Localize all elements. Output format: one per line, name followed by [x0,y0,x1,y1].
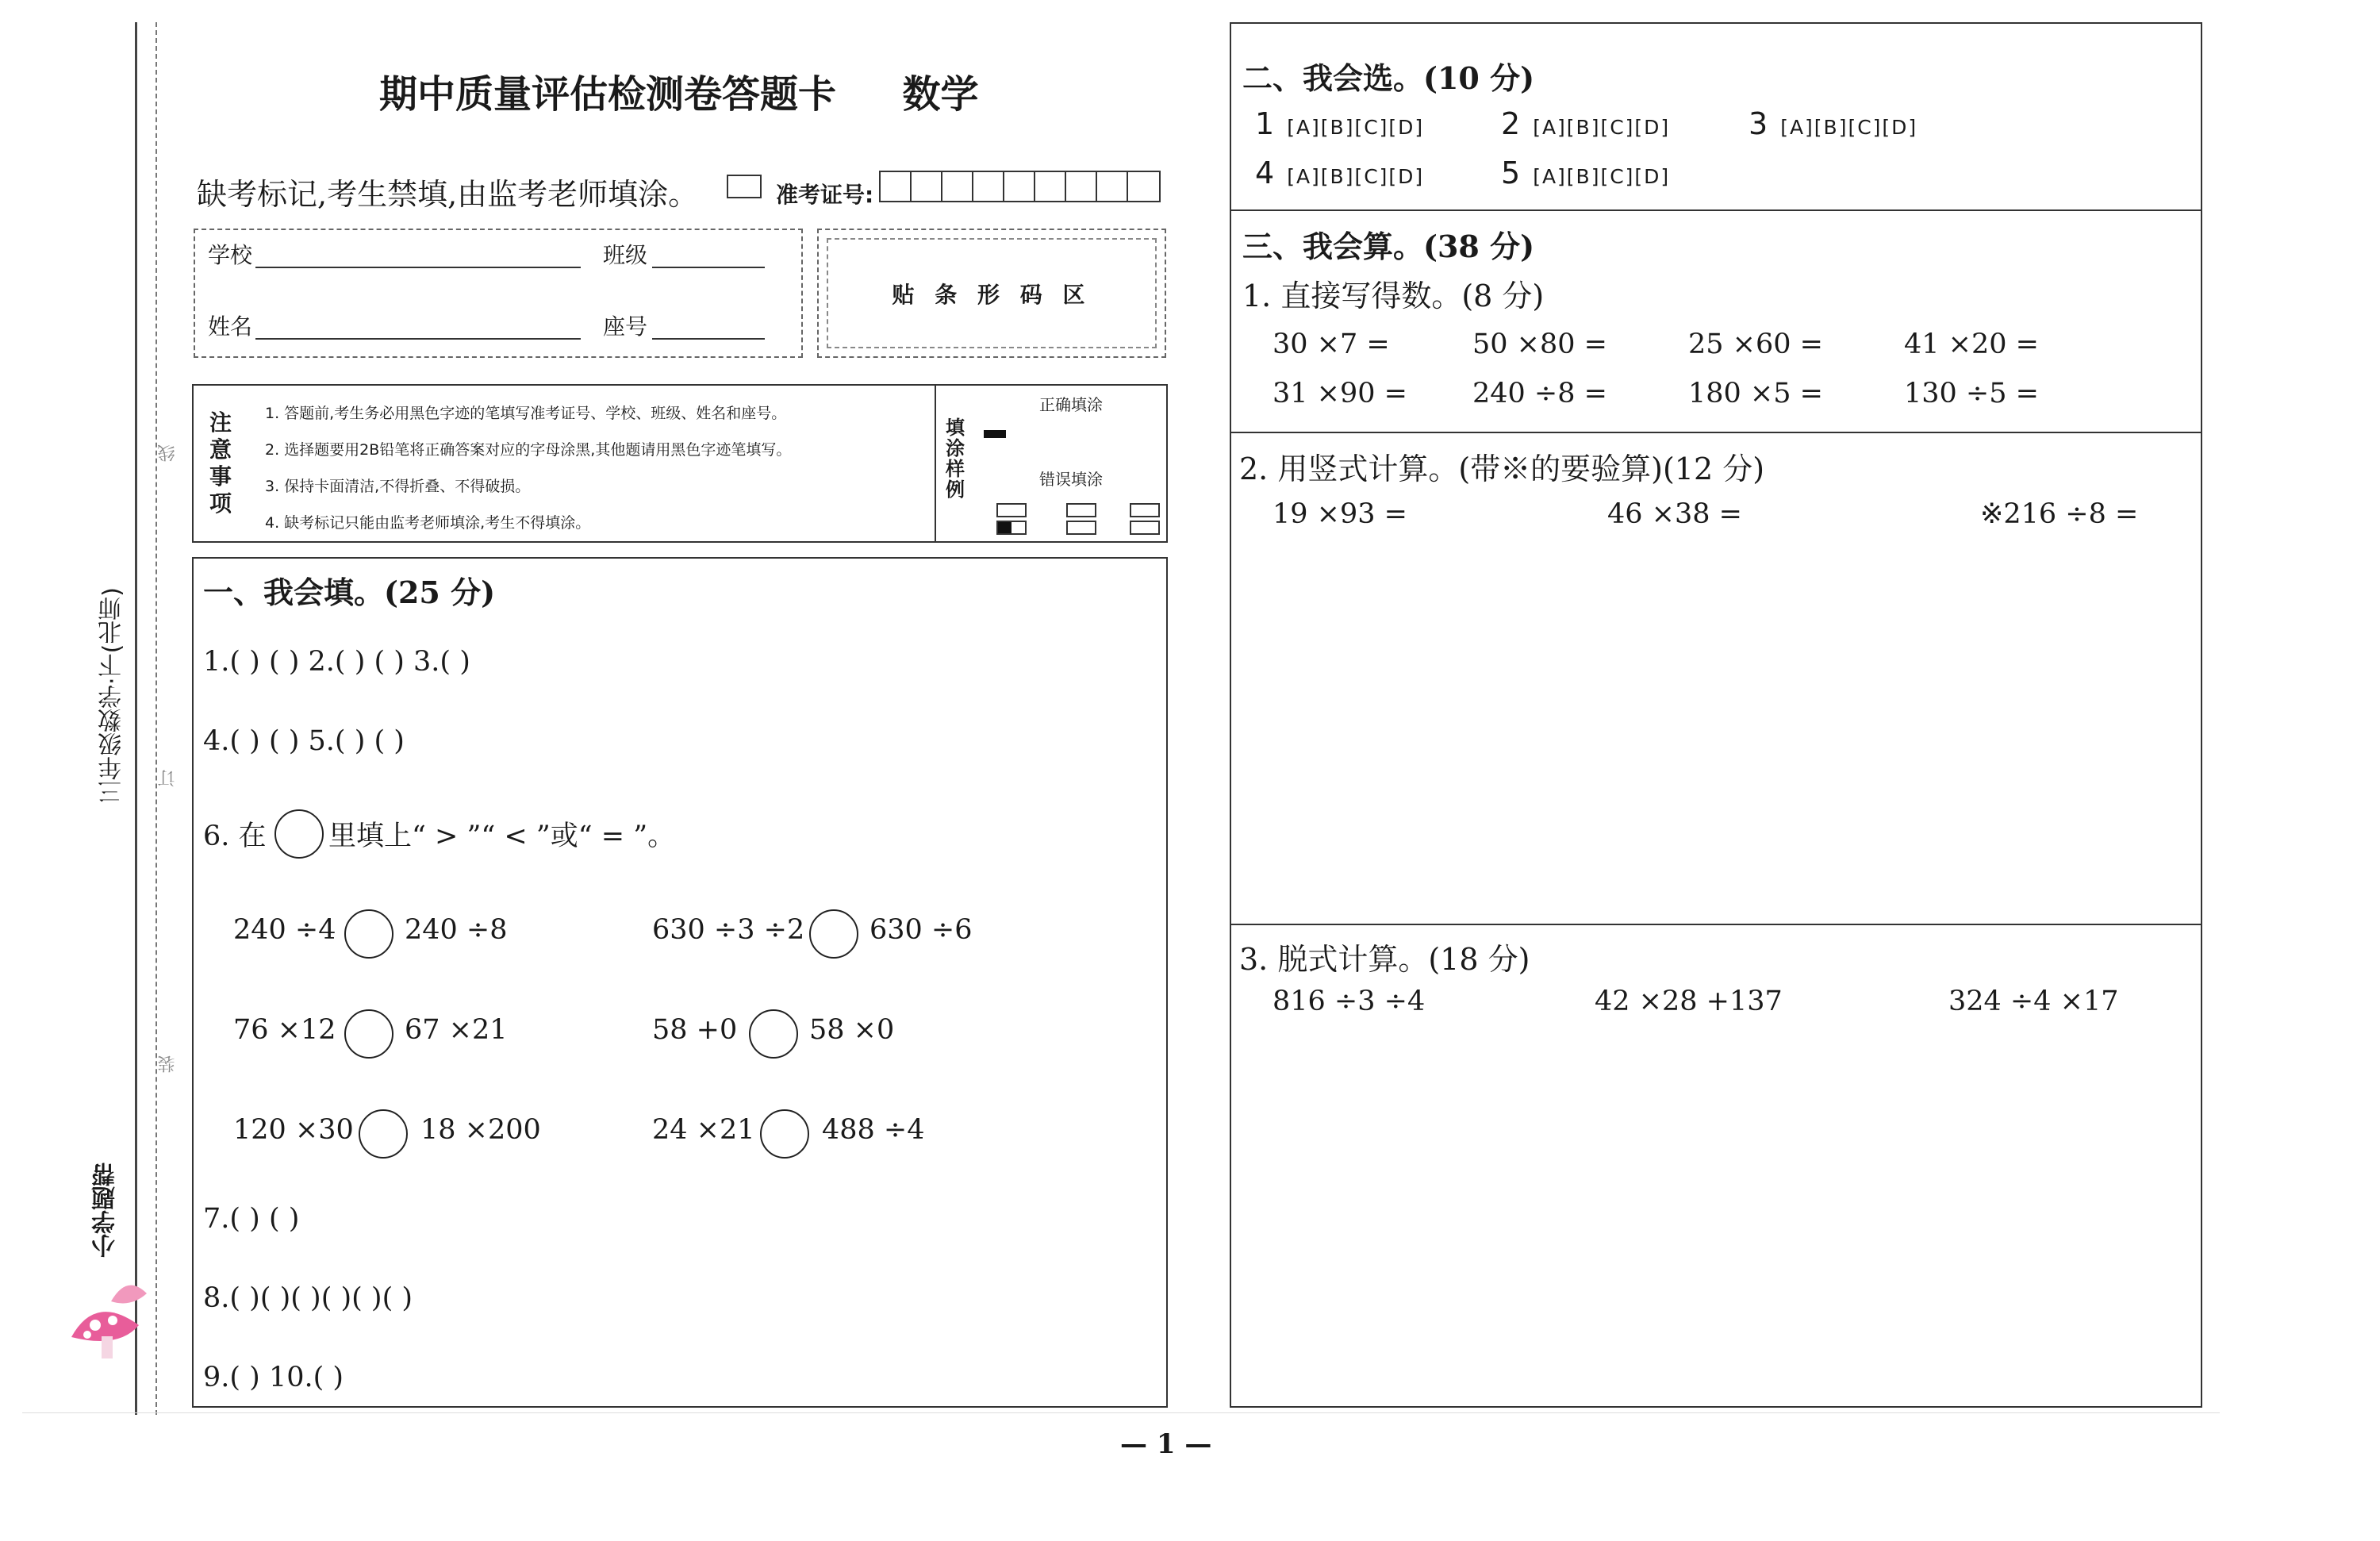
note-item-4: 4. 缺考标记只能由监考老师填涂,考生不得填涂。 [265,514,591,532]
wrong-sample-empty-icon [1130,521,1160,535]
class-field[interactable] [652,240,765,268]
cmp-2-left: 630 ÷3 ÷2 [652,914,805,946]
class-label: 班级 [603,242,648,268]
direct-calc-5: 31 ×90 = [1273,378,1407,409]
absent-checkbox[interactable] [727,175,762,198]
binding-line-outer [135,22,137,1415]
binding-mark-xian: 线 [158,444,178,462]
direct-calc-8: 130 ÷5 = [1904,378,2039,409]
page-number: — 1 — [1120,1428,1212,1460]
seat-label: 座号 [603,313,648,340]
right-answer-area [1230,22,2202,1408]
choice-5-number: 5 [1501,156,1522,190]
brand-label: 小学题帮 [92,1162,120,1258]
exam-id-cells[interactable] [879,171,1161,202]
part2-title: 2. 用竖式计算。(带※的要验算)(12 分) [1239,452,1765,486]
section3-title: 三、我会算。(38 分) [1242,229,1535,264]
cmp-6-left: 24 ×21 [652,1114,755,1146]
cmp-2-circle[interactable] [809,909,858,959]
choice-4-number: 4 [1255,156,1276,190]
note-item-1: 1. 答题前,考生务必用黑色字迹的笔填写准考证号、学校、班级、姓名和座号。 [265,405,787,422]
subject-text: 数学 [902,72,979,117]
direct-calc-2: 50 ×80 = [1472,329,1607,360]
cmp-5-left: 120 ×30 [233,1114,354,1146]
absent-note: 缺考标记,考生禁填,由监考老师填涂。 [197,177,699,212]
divider-part2-part3 [1231,924,2201,925]
vertical-calc-work-area[interactable] [1231,540,2201,920]
cmp-3-left: 76 ×12 [233,1014,336,1046]
fill-row-7[interactable]: 7.( ) ( ) [203,1203,300,1235]
binding-mark-zhuang: 装 [158,1055,178,1073]
grade-label: 三年级数学·下(北师) [98,587,126,804]
fill-row-2[interactable]: 4.( ) ( ) 5.( ) ( ) [203,725,405,757]
direct-calc-4: 41 ×20 = [1904,329,2039,360]
seat-field[interactable] [652,311,765,340]
cmp-1-left: 240 ÷4 [233,914,336,946]
barcode-label: 贴 条 形 码 区 [892,281,1092,308]
binding-line-inner [155,22,157,1415]
choice-1-number: 1 [1255,106,1276,141]
notes-box [192,384,1168,543]
wrong-sample-line-icon [1130,503,1160,517]
vertical-calc-1: 19 ×93 = [1273,498,1407,530]
q6-prefix: 6. 在 [203,820,267,852]
cmp-3-circle[interactable] [344,1009,393,1059]
q6-example-circle [274,809,324,859]
binding-mark-ding: 订 [158,770,178,787]
page-title [379,63,978,118]
choice-5[interactable] [1501,156,1670,190]
school-field[interactable] [255,240,581,268]
cmp-2-right: 630 ÷6 [869,914,973,946]
direct-calc-1: 30 ×7 = [1273,329,1390,360]
direct-calc-3: 25 ×60 = [1688,329,1823,360]
wrong-sample-cross-icon [1066,503,1096,517]
title-text: 期中质量评估检测卷答题卡 [379,72,837,117]
cmp-5-circle[interactable] [359,1109,408,1159]
choice-3-number: 3 [1749,106,1770,141]
bottom-border-line [22,1412,2220,1413]
barcode-box-outer [817,229,1166,358]
section1-title: 一、我会填。(25 分) [203,575,496,610]
divider-s2-s3 [1231,209,2201,211]
stepwise-calc-1: 816 ÷3 ÷4 [1273,986,1426,1017]
cmp-1-right: 240 ÷8 [405,914,508,946]
stepwise-calc-3: 324 ÷4 ×17 [1948,986,2119,1017]
correct-fill-sample [984,430,1006,438]
fill-row-8[interactable]: 8.( )( )( )( )( )( ) [203,1282,413,1314]
cmp-4-circle[interactable] [749,1009,798,1059]
part1-title: 1. 直接写得数。(8 分) [1242,279,1545,313]
cmp-4-right: 58 ×0 [809,1014,895,1046]
exam-id-label: 准考证号: [776,182,874,208]
choice-2-number: 2 [1501,106,1522,141]
choice-5-options[interactable]: [A][B][C][D] [1533,165,1671,188]
stepwise-calc-2: 42 ×28 +137 [1595,986,1783,1017]
vertical-calc-2: 46 ×38 = [1607,498,1742,530]
wrong-sample-dot-icon [1066,521,1096,535]
choice-1-options[interactable]: [A][B][C][D] [1287,116,1425,139]
direct-calc-6: 240 ÷8 = [1472,378,1607,409]
stepwise-calc-work-area[interactable] [1231,1027,2201,1400]
sample-label: 填涂样例 [946,417,965,501]
name-label: 姓名 [208,313,253,340]
student-info-box [194,229,803,358]
vertical-calc-3: ※216 ÷8 = [1980,498,2139,530]
name-field[interactable] [255,311,581,340]
choice-3[interactable] [1749,106,1917,141]
section-fill-box [192,557,1168,1408]
barcode-area [827,238,1157,348]
wrong-sample-check-icon [996,503,1027,517]
divider-part1-part2 [1231,432,2201,433]
wrong-sample-half-icon [996,521,1027,535]
correct-label: 正确填涂 [1039,395,1103,414]
section2-title: 二、我会选。(10 分) [1242,60,1535,96]
q6-suffix: 里填上“ > ”“ < ”或“ = ”。 [328,820,676,852]
fill-row-1[interactable]: 1.( ) ( ) 2.( ) ( ) 3.( ) [203,646,470,678]
cmp-6-right: 488 ÷4 [822,1114,925,1146]
cmp-4-left: 58 +0 [652,1014,738,1046]
note-item-2: 2. 选择题要用2B铅笔将正确答案对应的字母涂黑,其他题请用黑色字迹笔填写。 [265,441,792,459]
school-label: 学校 [208,242,253,268]
choice-4[interactable] [1255,156,1424,190]
wrong-label: 错误填涂 [1039,470,1103,489]
choice-2[interactable] [1501,106,1670,141]
direct-calc-7: 180 ×5 = [1688,378,1823,409]
cmp-5-right: 18 ×200 [420,1114,541,1146]
notes-divider [935,386,936,541]
notes-title: 注意事项 [209,409,232,517]
mushroom-logo [63,1270,151,1373]
part3-title: 3. 脱式计算。(18 分) [1239,942,1530,977]
choice-2-options[interactable]: [A][B][C][D] [1533,116,1671,139]
fill-row-9[interactable]: 9.( ) 10.( ) [203,1362,344,1393]
cmp-1-circle[interactable] [344,909,393,959]
choice-3-options[interactable]: [A][B][C][D] [1780,116,1918,139]
choice-4-options[interactable]: [A][B][C][D] [1287,165,1425,188]
cmp-3-right: 67 ×21 [405,1014,508,1046]
cmp-6-circle[interactable] [760,1109,809,1159]
choice-1[interactable] [1255,106,1424,141]
note-item-3: 3. 保持卡面清洁,不得折叠、不得破损。 [265,478,531,495]
